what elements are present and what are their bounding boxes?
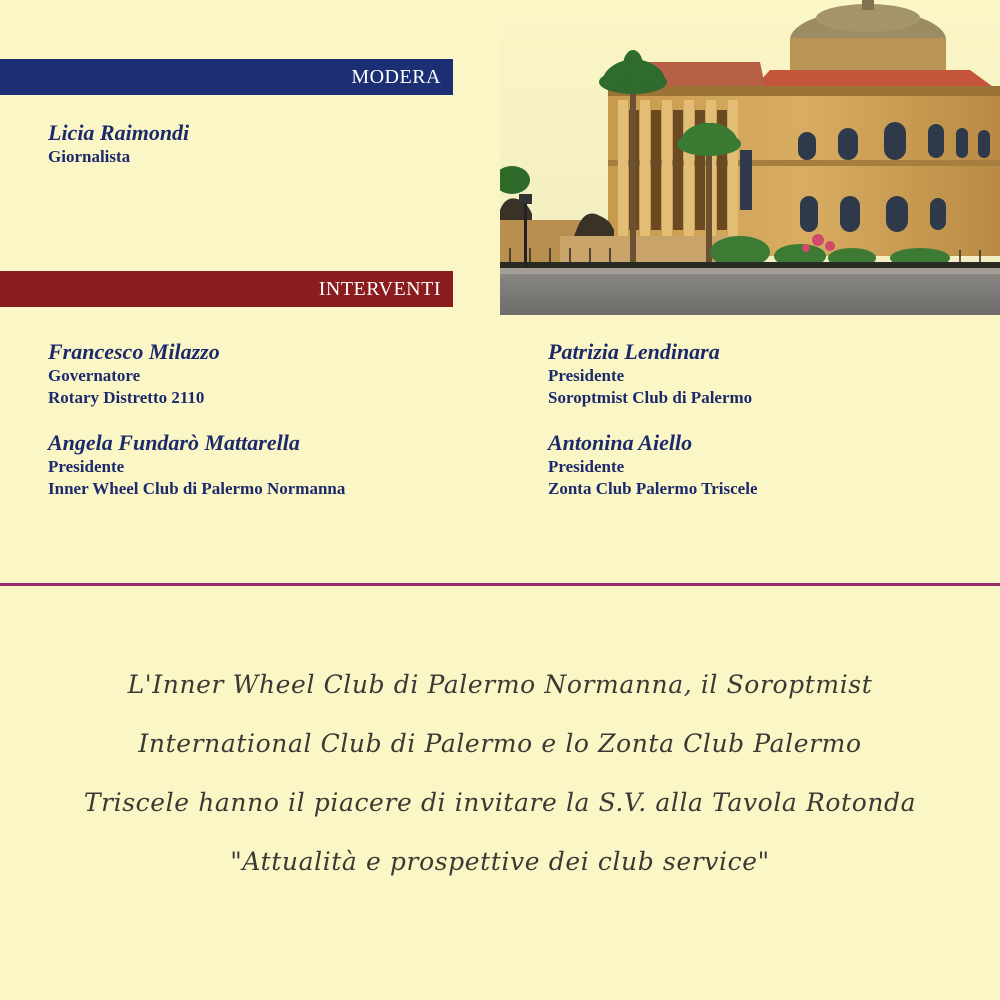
- speaker-left-2: [48, 430, 345, 500]
- speaker-name: Francesco Milazzo: [48, 339, 220, 364]
- speaker-right-1: [548, 339, 752, 409]
- invitation-line: Triscele hanno il piacere di invitare la S.V. alla Tavola Rotonda: [83, 788, 917, 817]
- invitation-text: [40, 655, 960, 891]
- modera-heading: MODERA: [351, 66, 441, 88]
- moderator-block: [48, 120, 189, 168]
- moderator-name: Licia Raimondi: [48, 120, 190, 145]
- interventi-heading-band: [0, 271, 453, 307]
- speaker-organization: Rotary Distretto 2110: [48, 388, 205, 407]
- speaker-title: Presidente: [548, 457, 625, 476]
- invitation-line: L'Inner Wheel Club di Palermo Normanna, il Soroptmist: [127, 670, 873, 699]
- speaker-name: Patrizia Lendinara: [548, 339, 720, 364]
- theatre-photo: [500, 0, 1000, 315]
- section-divider: [0, 583, 1000, 586]
- speaker-title: Governatore: [48, 366, 141, 385]
- speaker-name: Antonina Aiello: [548, 430, 693, 455]
- speaker-organization: Zonta Club Palermo Triscele: [548, 479, 758, 498]
- speaker-right-2: [548, 430, 758, 500]
- speaker-title: Presidente: [548, 366, 625, 385]
- speaker-name: Angela Fundarò Mattarella: [48, 430, 300, 455]
- speaker-title: Presidente: [48, 457, 125, 476]
- speaker-organization: Soroptmist Club di Palermo: [548, 388, 753, 407]
- invitation-line: International Club di Palermo e lo Zonta Club Palermo: [138, 729, 862, 758]
- moderator-role: Giornalista: [48, 147, 131, 166]
- speaker-organization: Inner Wheel Club di Palermo Normanna: [48, 479, 346, 498]
- interventi-heading: INTERVENTI: [318, 278, 441, 300]
- speaker-left-1: [48, 339, 220, 409]
- modera-heading-band: [0, 59, 453, 95]
- event-title: "Attualità e prospettive dei club service": [230, 847, 770, 876]
